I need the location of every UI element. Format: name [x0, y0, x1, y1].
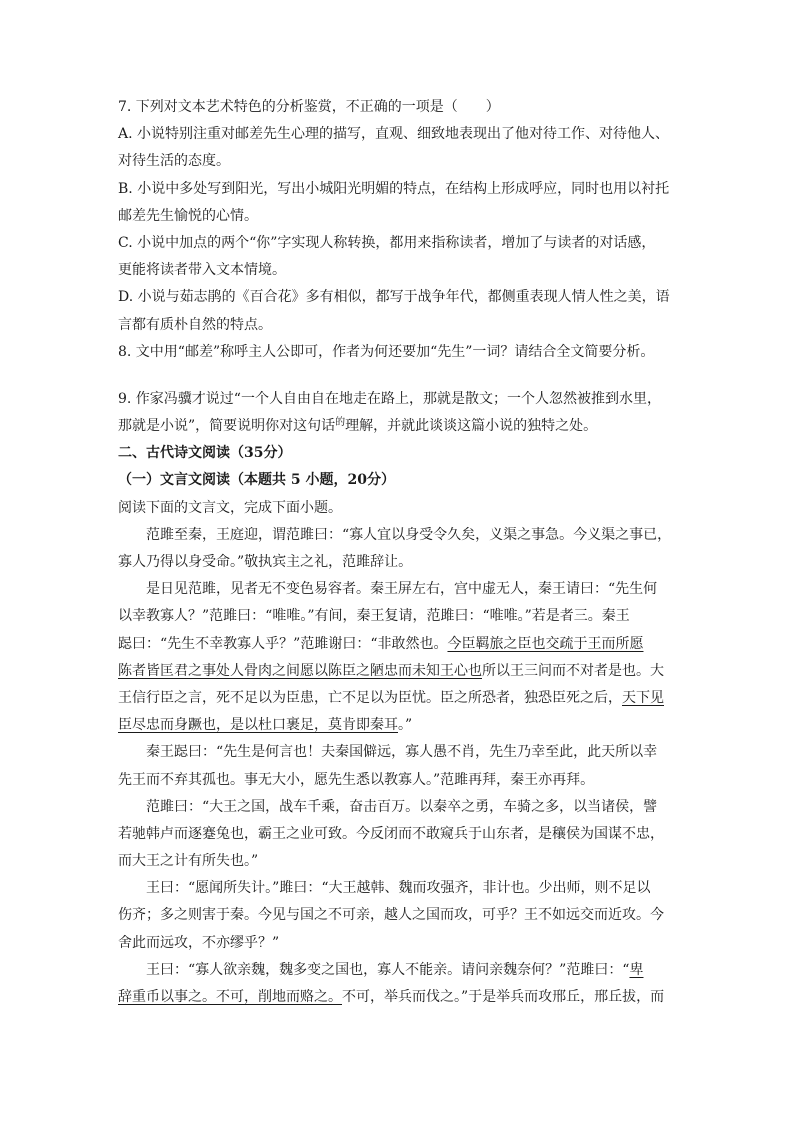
passage-line: 是日见范雎，见者无不变色易容者。秦王屏左右，宫中虚无人，秦王请曰：“先生何: [146, 581, 658, 598]
passage-paragraph-2: [118, 576, 686, 739]
question-9: [118, 386, 686, 440]
passage-line: 王曰：“愿闻所失计。”雎曰：“大王越韩、魏而攻强齐，非计也。少出师，则不足以: [146, 880, 651, 897]
option-b-line-2: 邮差先生愉悦的心情。: [118, 207, 258, 224]
passage-line: [118, 957, 686, 984]
subsection-heading: （一）文言文阅读（本题共 5 小题，20分）: [118, 472, 395, 489]
underlined-text: 陈者皆匡君之事处人骨肉之间愿以陈臣之陋忠而未知王心也: [118, 662, 482, 679]
passage-paragraph-1: [118, 522, 686, 576]
passage-text: 王曰：“寡人欲亲魏，魏多变之国也，寡人不能亲。请问亲魏奈何？”范雎曰：“: [146, 961, 630, 978]
option-c-line-1: C. 小说中加点的两个“你”字实现人称转换，都用来指称读者，增加了与读者的对话感，: [118, 234, 656, 251]
passage-line: [118, 631, 686, 658]
underlined-text: 辞重币以事之。不可，削地而赂之。: [118, 989, 342, 1005]
passage-line: 范雎至秦，王庭迎，谓范雎曰：“寡人宜以身受令久矣，义渠之事急。今义渠之事已，: [146, 526, 672, 543]
question-7: [118, 94, 686, 339]
option-a-line-1: A. 小说特别注重对邮差先生心理的描写，直观、细致地表现出了他对待工作、对待他人、: [118, 126, 670, 143]
passage-text: 跽曰：“先生不幸教寡人乎？”范雎谢曰：“非敢然也。: [118, 635, 448, 652]
passage-line: [118, 685, 686, 712]
passage-line: [118, 712, 686, 739]
q9-raised-char: 的: [335, 417, 346, 429]
option-d-line-2: 言都有质朴自然的特点。: [118, 316, 272, 333]
underlined-text: 今臣羁旅之臣也交疏于王而所愿: [447, 635, 644, 652]
option-a-line-2: 对待生活的态度。: [118, 153, 230, 170]
document-body: [118, 94, 686, 1011]
passage-line: 伤齐；多之则害于秦。今见与国之不可亲，越人之国而攻，可乎？王不如远交而近攻。今: [118, 907, 664, 924]
passage-line: [118, 658, 686, 685]
passage-text: 所以王三问而不对者是也。大: [482, 662, 664, 679]
passage-paragraph-5: [118, 875, 686, 957]
underlined-text: 天下见: [622, 689, 664, 706]
passage-paragraph-4: [118, 794, 686, 876]
spacer: [118, 366, 686, 386]
underlined-text: 臣尽忠而身蹶也，是以杜口裹足，莫肯即秦耳: [118, 717, 398, 734]
passage-line: 而大王之计有所失也。”: [118, 853, 259, 870]
passage-line: 秦王跽曰：“先生是何言也！夫秦国僻远，寡人愚不肖，先生乃幸至此，此天所以幸: [146, 744, 658, 761]
reading-instruction: 阅读下面的文言文，完成下面小题。: [118, 499, 342, 516]
passage-paragraph-6: [118, 957, 686, 1011]
question-9-line-2: [118, 413, 686, 440]
passage-line: [118, 984, 686, 1011]
passage-text: 王信行臣之言，死不足以为臣患，亡不足以为臣忧。臣之所恐者，独恐臣死之后，: [118, 689, 622, 706]
passage-line: 以幸教寡人？”范雎曰：“唯唯。”有间，秦王复请，范雎曰：“唯唯。”若是者三。秦王: [118, 608, 630, 625]
question-9-line-1: 9. 作家冯骥才说过“一个人自由自在地走在路上，那就是散文；一个人忽然被推到水里，: [118, 390, 661, 407]
passage-line: 先王而不弃其孤也。事无大小，愿先生悉以教寡人。”范雎再拜，秦王亦再拜。: [118, 771, 595, 788]
section-heading: 二、古代诗文阅读（35分）: [118, 445, 292, 462]
option-b-line-1: B. 小说中多处写到阳光，写出小城阳光明媚的特点，在结构上形成呼应，同时也用以衬托: [118, 180, 670, 197]
passage-line: 寡人乃得以身受命。”敬执宾主之礼，范雎辞让。: [118, 554, 413, 570]
question-8: 8. 文中用“邮差”称呼主人公即可，作者为何还要加“先生”一词？请结合全文简要分析。: [118, 343, 655, 360]
passage-line: 若驰韩卢而逐蹇兔也，霸王之业可致。今反闭而不敢窥兵于山东者，是穰侯为国谋不忠，: [118, 825, 664, 842]
underlined-text: 卑: [629, 961, 644, 978]
option-c-line-2: 更能将读者带入文本情境。: [118, 262, 286, 279]
q9-text-a: 那就是小说”，简要说明你对这句话: [118, 418, 336, 435]
passage-paragraph-3: [118, 739, 686, 793]
passage-text: 。”: [398, 717, 413, 734]
passage-text: 不可，举兵而伐之。”于是举兵而攻邢丘，邢丘拔，而: [342, 989, 665, 1005]
q9-text-b: 理解，并就此谈谈这篇小说的独特之处。: [345, 418, 598, 435]
question-7-stem: 7. 下列对文本艺术特色的分析鉴赏，不正确的一项是（ ）: [118, 99, 500, 115]
passage-line: 范雎曰：“大王之国，战车千乘，奋击百万。以秦卒之勇，车骑之多，以当诸侯，譬: [146, 798, 658, 815]
passage-line: 舍此而远攻，不亦缪乎？”: [118, 934, 280, 951]
option-d-line-1: D. 小说与茹志鹃的《百合花》多有相似，都写于战争年代，都侧重表现人情人性之美，语: [118, 289, 670, 306]
